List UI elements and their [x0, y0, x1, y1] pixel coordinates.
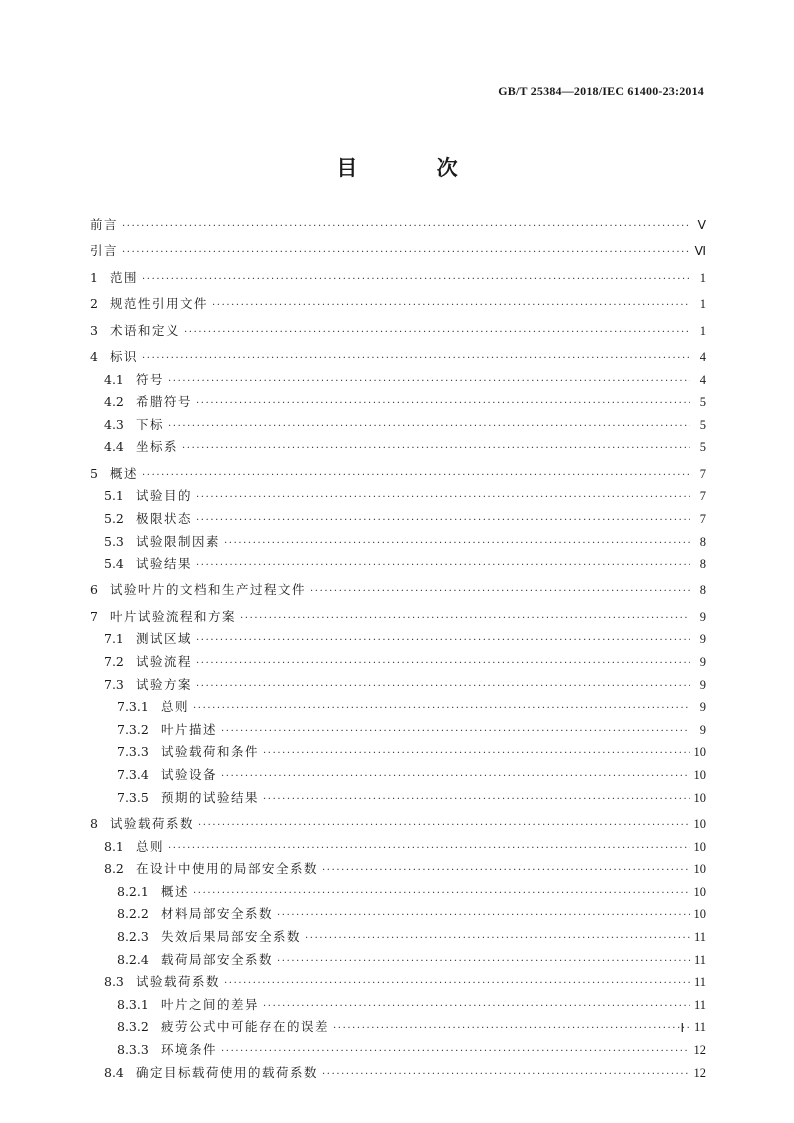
- toc-entry[interactable]: [90, 370, 706, 393]
- toc-entry-page: 11: [693, 975, 706, 990]
- toc-entry-number: 7.1: [104, 631, 124, 647]
- toc-entry-label: 叶片之间的差异: [161, 996, 260, 1012]
- toc-entry-page: 12: [693, 1042, 706, 1057]
- toc-entry-page: 4: [699, 349, 706, 364]
- toc-entry-label: 总则: [136, 838, 165, 854]
- toc-dot-leader: [122, 217, 690, 238]
- toc-dot-leader: [193, 884, 689, 905]
- toc-entry-number: 6: [90, 582, 98, 598]
- toc-entry-page: 7: [699, 511, 706, 526]
- toc-entry-page: 10: [693, 745, 706, 760]
- toc-entry-label: 引言: [90, 243, 119, 259]
- toc-entry-label: 试验载荷和条件: [161, 744, 260, 760]
- toc-entry-page: Ⅴ: [697, 218, 706, 232]
- toc-dot-leader: [196, 488, 690, 509]
- toc-entry[interactable]: [90, 814, 706, 837]
- toc-entry-number: 5.3: [104, 533, 124, 549]
- toc-dot-leader: [263, 744, 689, 765]
- toc-entry-page: 11: [693, 1020, 706, 1035]
- toc-entry-page: 8: [699, 534, 706, 549]
- toc-entry[interactable]: [90, 532, 706, 555]
- toc-entry[interactable]: [90, 652, 706, 675]
- toc-dot-leader: [182, 439, 690, 460]
- toc-entry-number: 5.2: [104, 510, 124, 526]
- toc-dot-leader: [142, 466, 690, 487]
- toc-dot-leader: [198, 816, 689, 837]
- toc-entry-number: 7.3.5: [117, 789, 149, 805]
- toc-entry-page: 9: [699, 655, 706, 670]
- toc-dot-leader: [212, 296, 690, 317]
- toc-entry-page: 10: [693, 839, 706, 854]
- toc-dot-leader: [196, 556, 690, 577]
- toc-entry-page: 11: [693, 929, 706, 944]
- toc-entry-number: 8.3: [104, 974, 124, 990]
- toc-entry-page: 12: [693, 1065, 706, 1080]
- toc-entry[interactable]: [90, 464, 706, 487]
- toc-entry-page: 9: [699, 700, 706, 715]
- toc-entry-number: 7.3: [104, 676, 124, 692]
- toc-entry-number: 4.2: [104, 394, 124, 410]
- toc-entry[interactable]: [90, 392, 706, 415]
- toc-dot-leader: [122, 243, 690, 264]
- toc-entry[interactable]: [90, 927, 706, 950]
- toc-entry-number: 7.3.1: [117, 699, 149, 715]
- toc-entry[interactable]: [90, 241, 706, 264]
- toc-entry-label: 下标: [136, 416, 165, 432]
- toc-entry[interactable]: [90, 859, 706, 882]
- toc-entry-label: 试验载荷系数: [110, 816, 195, 832]
- toc-dot-leader: [263, 997, 690, 1018]
- toc-entry-label: 失效后果局部安全系数: [161, 928, 302, 944]
- toc-entry-page: 11: [693, 997, 706, 1012]
- toc-entry-page: 8: [699, 557, 706, 572]
- toc-dot-leader: [305, 929, 690, 950]
- toc-entry-page: 4: [699, 372, 706, 387]
- toc-entry-number: 8.3.3: [117, 1041, 149, 1057]
- toc-entry[interactable]: [90, 486, 706, 509]
- toc-dot-leader: [196, 654, 690, 675]
- toc-dot-leader: [322, 1065, 689, 1086]
- toc-entry-number: 5: [90, 465, 98, 481]
- toc-entry-label: 预期的试验结果: [161, 789, 260, 805]
- toc-entry[interactable]: [90, 554, 706, 577]
- toc-entry-number: 8.2.4: [117, 951, 149, 967]
- toc-entry-label: 极限状态: [136, 510, 193, 526]
- toc-entry-label: 标识: [110, 348, 139, 364]
- toc-entry-page: 10: [693, 768, 706, 783]
- toc-entry-page: Ⅵ: [694, 244, 706, 259]
- toc-entry-label: 试验目的: [136, 488, 193, 504]
- toc-entry-label: 测试区域: [136, 631, 193, 647]
- table-of-contents: [90, 215, 706, 1085]
- toc-dot-leader: [277, 952, 690, 973]
- toc-entry-label: 试验载荷系数: [136, 974, 221, 990]
- toc-entry-label: 试验流程: [136, 654, 193, 670]
- toc-entry-label: 规范性引用文件: [110, 296, 209, 312]
- toc-entry-number: 7: [90, 608, 98, 624]
- toc-entry-number: 8.2.1: [117, 883, 149, 899]
- toc-entry-page: 10: [693, 817, 706, 832]
- toc-entry-label: 希腊符号: [136, 394, 193, 410]
- toc-entry-label: 坐标系: [136, 439, 179, 455]
- page-title: 目 次: [336, 155, 494, 180]
- toc-entry[interactable]: [90, 882, 706, 905]
- toc-entry[interactable]: [90, 675, 706, 698]
- toc-entry-page: 11: [693, 952, 706, 967]
- toc-entry-number: 5.1: [104, 488, 124, 504]
- toc-entry-number: 7.3.3: [117, 744, 149, 760]
- toc-entry-label: 在设计中使用的局部安全系数: [136, 861, 319, 877]
- toc-entry[interactable]: [90, 904, 706, 927]
- toc-entry-page: 5: [699, 395, 706, 410]
- toc-dot-leader: [142, 349, 690, 370]
- toc-entry-number: 8.4: [104, 1064, 124, 1080]
- toc-dot-leader: [196, 631, 690, 652]
- toc-entry[interactable]: [90, 742, 706, 765]
- toc-entry-number: 7.3.4: [117, 767, 149, 783]
- toc-entry-label: 术语和定义: [110, 322, 181, 338]
- toc-entry-number: 4: [90, 348, 98, 364]
- toc-entry-label: 概述: [110, 465, 139, 481]
- toc-entry[interactable]: [90, 720, 706, 743]
- toc-entry-page: 9: [699, 722, 706, 737]
- toc-entry-page: 1: [699, 297, 706, 312]
- toc-entry-number: 8.3.1: [117, 996, 149, 1012]
- toc-dot-leader: [333, 1019, 690, 1040]
- toc-entry-page: 7: [699, 466, 706, 481]
- toc-dot-leader: [184, 323, 690, 344]
- toc-entry-number: 3: [90, 322, 98, 338]
- toc-dot-leader: [310, 582, 690, 603]
- toc-entry[interactable]: [90, 972, 706, 995]
- page-number: Ⅰ: [680, 1021, 684, 1035]
- toc-entry-number: 8.1: [104, 838, 124, 854]
- toc-dot-leader: [193, 699, 690, 720]
- toc-dot-leader: [224, 534, 690, 555]
- toc-entry-label: 试验限制因素: [136, 533, 221, 549]
- toc-entry[interactable]: [90, 215, 706, 238]
- toc-entry-label: 叶片试验流程和方案: [110, 608, 237, 624]
- toc-dot-leader: [221, 767, 689, 788]
- toc-entry-label: 试验设备: [161, 767, 218, 783]
- toc-dot-leader: [221, 722, 690, 743]
- toc-dot-leader: [142, 270, 690, 291]
- toc-entry-label: 试验方案: [136, 676, 193, 692]
- toc-dot-leader: [221, 1042, 689, 1063]
- toc-entry[interactable]: [90, 950, 706, 973]
- toc-dot-leader: [263, 790, 689, 811]
- toc-entry-number: 5.4: [104, 556, 124, 572]
- toc-entry[interactable]: [90, 294, 706, 317]
- toc-entry[interactable]: [90, 580, 706, 603]
- toc-dot-leader: [168, 372, 690, 393]
- toc-entry-number: 8: [90, 816, 98, 832]
- toc-entry-number: 8.2: [104, 861, 124, 877]
- toc-entry-page: 5: [699, 440, 706, 455]
- toc-dot-leader: [224, 974, 690, 995]
- toc-entry-number: 8.2.3: [117, 928, 149, 944]
- toc-entry[interactable]: [90, 1063, 706, 1086]
- toc-entry[interactable]: [90, 415, 706, 438]
- toc-entry-page: 10: [693, 907, 706, 922]
- toc-entry-label: 试验结果: [136, 556, 193, 572]
- toc-entry-label: 试验叶片的文档和生产过程文件: [110, 582, 307, 598]
- toc-entry-number: 8.3.2: [117, 1019, 149, 1035]
- toc-entry[interactable]: [90, 995, 706, 1018]
- toc-entry[interactable]: [90, 1040, 706, 1063]
- toc-entry-label: 范围: [110, 269, 139, 285]
- toc-entry-number: 7.2: [104, 654, 124, 670]
- toc-entry-page: 10: [693, 790, 706, 805]
- toc-dot-leader: [277, 906, 689, 927]
- toc-entry-label: 前言: [90, 217, 119, 232]
- toc-entry-label: 载荷局部安全系数: [161, 951, 274, 967]
- toc-entry-page: 7: [699, 489, 706, 504]
- toc-entry-label: 材料局部安全系数: [161, 906, 274, 922]
- toc-entry-page: 1: [699, 323, 706, 338]
- toc-dot-leader: [322, 861, 689, 882]
- toc-entry-page: 10: [693, 884, 706, 899]
- toc-dot-leader: [240, 609, 690, 630]
- toc-entry[interactable]: [90, 765, 706, 788]
- toc-dot-leader: [168, 839, 689, 860]
- toc-entry[interactable]: [90, 697, 706, 720]
- toc-entry-label: 概述: [161, 883, 190, 899]
- toc-entry[interactable]: [90, 509, 706, 532]
- toc-entry-label: 疲劳公式中可能存在的误差: [161, 1019, 330, 1035]
- toc-entry-number: 8.2.2: [117, 906, 149, 922]
- toc-entry-label: 符号: [136, 371, 165, 387]
- toc-entry[interactable]: [90, 321, 706, 344]
- toc-entry-number: 1: [90, 269, 98, 285]
- toc-dot-leader: [196, 511, 690, 532]
- toc-entry[interactable]: [90, 607, 706, 630]
- toc-entry[interactable]: [90, 437, 706, 460]
- toc-entry[interactable]: [90, 629, 706, 652]
- toc-entry-number: 2: [90, 296, 98, 312]
- toc-entry[interactable]: [90, 347, 706, 370]
- toc-entry-label: 总则: [161, 699, 190, 715]
- toc-entry-number: 4.4: [104, 439, 124, 455]
- toc-entry-page: 8: [699, 583, 706, 598]
- toc-entry-number: 7.3.2: [117, 721, 149, 737]
- toc-entry-page: 9: [699, 632, 706, 647]
- toc-entry-number: 4.1: [104, 371, 124, 387]
- toc-entry[interactable]: [90, 837, 706, 860]
- toc-entry-page: 5: [699, 417, 706, 432]
- toc-dot-leader: [196, 677, 690, 698]
- toc-entry-label: 叶片描述: [161, 721, 218, 737]
- standard-code-header: GB/T 25384—2018/IEC 61400-23:2014: [498, 84, 704, 98]
- toc-entry[interactable]: [90, 788, 706, 811]
- toc-entry-page: 9: [699, 677, 706, 692]
- toc-dot-leader: [196, 394, 690, 415]
- toc-entry-number: 4.3: [104, 416, 124, 432]
- toc-entry-label: 环境条件: [161, 1041, 218, 1057]
- toc-entry-page: 9: [699, 609, 706, 624]
- toc-entry[interactable]: [90, 1017, 706, 1040]
- toc-dot-leader: [168, 417, 690, 438]
- toc-entry-page: 1: [699, 270, 706, 285]
- toc-entry-label: 确定目标载荷使用的载荷系数: [136, 1064, 319, 1080]
- toc-entry-page: 10: [693, 862, 706, 877]
- toc-entry[interactable]: [90, 268, 706, 291]
